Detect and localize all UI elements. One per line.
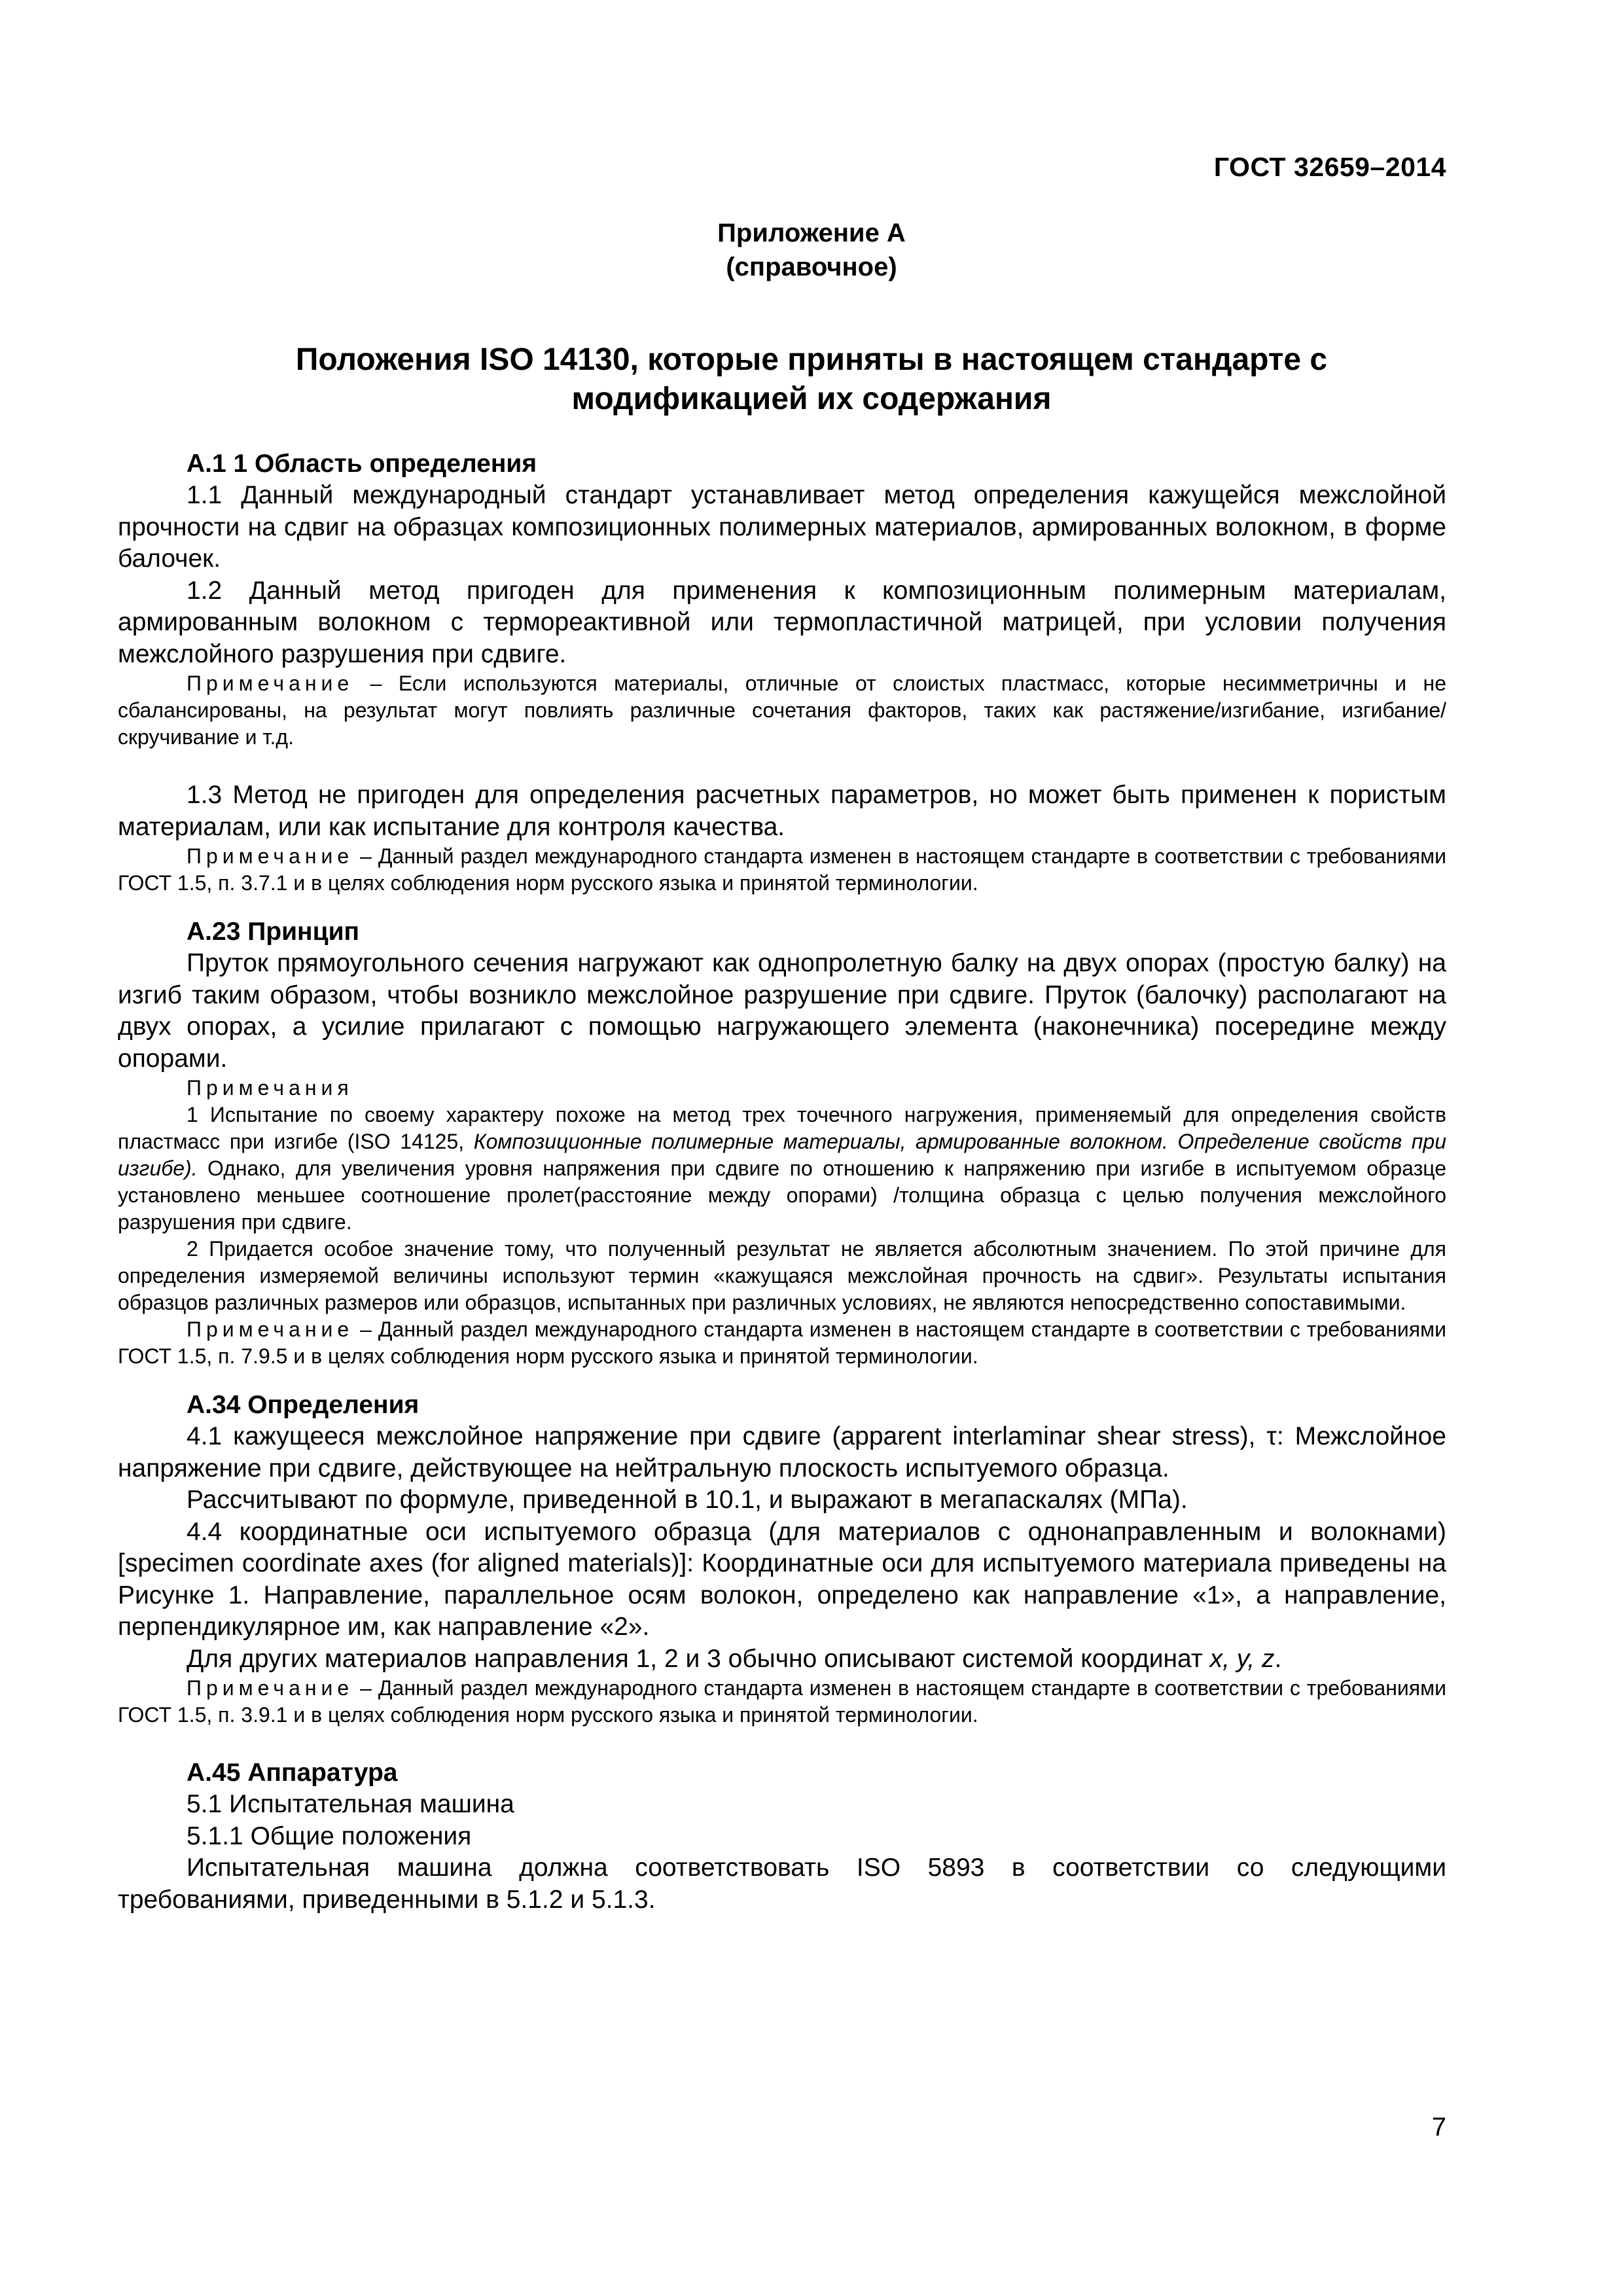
note-3 [118, 1316, 1446, 1370]
note-text: – Данный раздел международного стандарта изменен в настоящем стандарте в соответствии с требованиями ГОСТ 1.5, п. 3.7.1 и в целях соблюдения норм русского языка и принятой терминологии. [118, 844, 1446, 895]
section-heading-a45: А.45 Аппаратура [187, 1759, 398, 1787]
paragraph-5-1: 5.1 Испытательная машина [187, 1790, 514, 1818]
document-body [118, 448, 1446, 1916]
note-2 [118, 843, 1446, 897]
annex-label: Приложение А [717, 219, 906, 247]
title-line-2: модификацией их содержания [571, 382, 1052, 416]
note-text: – Данный раздел международного стандарта изменен в настоящем стандарте в соответствии с требованиями ГОСТ 1.5, п. 7.9.5 и в целях соблюдения норм русского языка и принятой терминологии. [118, 1318, 1446, 1368]
definition-4-1: 4.1 кажущееся межслойное напряжение при сдвиге (apparent interlaminar shear stress), τ: Межслойное напряжение при сдвиге, действующее на нейтральную плоскость испытуемого образца. [118, 1422, 1446, 1482]
section-heading-a23: А.23 Принцип [187, 918, 360, 946]
definition-4-4: 4.4 координатные оси испытуемого образца (для материалов с однонаправленным и волокнами) [specimen coordinate axes (for aligned materials)]: Координатные оси для испытуемого материала приведены на Рисунке 1. Направление, параллельное осям волокон, определено как направление «1», а направление, перпендикулярное им, как направление «2». [118, 1517, 1446, 1641]
definition-units: Рассчитывают по формуле, приведенной в 10.1, и выражают в мегапаскалях (МПа). [187, 1486, 1188, 1514]
note-text: – Данный раздел международного стандарта изменен в настоящем стандарте в соответствии с требованиями ГОСТ 1.5, п. 3.9.1 и в целях соблюдения норм русского языка и принятой терминологии. [118, 1676, 1446, 1727]
note-4 [118, 1675, 1446, 1729]
gost-identifier: ГОСТ 32659–2014 [1213, 152, 1446, 182]
section-heading-a34: А.34 Определения [187, 1391, 419, 1419]
annex-type: (справочное) [726, 253, 897, 281]
note-label: Примечание [187, 1318, 354, 1341]
paragraph-1-3: 1.3 Метод не пригоден для определения расчетных параметров, но может быть применен к пористым материалам, или как испытание для контроля качества. [118, 781, 1446, 841]
note-1 [118, 670, 1446, 751]
title-line-1: Положения ISO 14130, которые приняты в настоящем стандарте с [295, 342, 1328, 377]
note-label: Примечание [187, 1676, 354, 1700]
note-item-2: 2 Придается особое значение тому, что полученный результат не является абсолютным значением. По этой причине для определения измеряемой величины используют термин «кажущаяся межслойная прочность на сдвиг». Результаты испытания образцов различных размеров или образцов, испытанных при различных условиях, не являются непосредственно сопоставимыми. [118, 1237, 1446, 1314]
note-label: Примечание [187, 844, 354, 868]
coordinate-letters: x, y, z [1209, 1644, 1275, 1673]
paragraph-machine-requirements: Испытательная машина должна соответствовать ISO 5893 в соответствии со следующими требованиями, приведенными в 5.1.2 и 5.1.3. [118, 1854, 1446, 1914]
page-number: 7 [1431, 2113, 1446, 2142]
document-title [177, 340, 1446, 419]
note-item-1: 1 Испытание по своему характеру похоже на метод трех точечного нагружения, применяемый для определения свойств пластмасс при изгибе (ISO 14125, Композиционные полимерные материалы, армированные волокном. Определение свойств при изгибе). Однако, для увеличения уровня напряжения при сдвиге по отношению к напряжению при изгибе в испытуемом образце установлено меньшее соотношение пролет(расстояние между опорами) /толщина образца с целью получения межслойного разрушения при сдвиге. [118, 1103, 1447, 1234]
coordinate-system-paragraph: Для других материалов направления 1, 2 и 3 обычно описывают системой координат x, y, z. [187, 1644, 1282, 1673]
iso-14125-title: Композиционные полимерные материалы, армированные волокном. Определение свойств при изгибе). [118, 1130, 1447, 1180]
annex-heading [0, 216, 1623, 284]
paragraph-5-1-1: 5.1.1 Общие положения [187, 1821, 472, 1850]
section-heading-a1: А.1 1 Область определения [187, 450, 537, 478]
paragraph-1-1: 1.1 Данный международный стандарт устанавливает метод определения кажущейся межслойной прочности на сдвиг на образцах композиционных полимерных материалов, армированных волокном, в форме балочек. [118, 481, 1446, 573]
notes-label: Примечания [187, 1076, 353, 1100]
principle-paragraph: Пруток прямоугольного сечения нагружают как однопролетную балку на двух опорах (простую балку) на изгиб таким образом, чтобы возникло межслойное разрушение при сдвиге. Пруток (балочку) располагают на двух опорах, а усилие прилагают с помощью нагружающего элемента (наконечника) посередине между опорами. [118, 949, 1446, 1073]
paragraph-1-2: 1.2 Данный метод пригоден для применения к композиционным полимерным материалам, армированным волокном с термореактивной или термопластичной матрицей, при условии получения межслойного разрушения при сдвиге. [118, 576, 1446, 668]
note-label: Примечание [187, 672, 354, 695]
note-text: – Если используются материалы, отличные от слоистых пластмасс, которые несимметричны и не сбалансированы, на результат могут повлиять различные сочетания факторов, таких как растяжение/изгибание, изгибание/скручивание и т.д. [118, 672, 1446, 749]
